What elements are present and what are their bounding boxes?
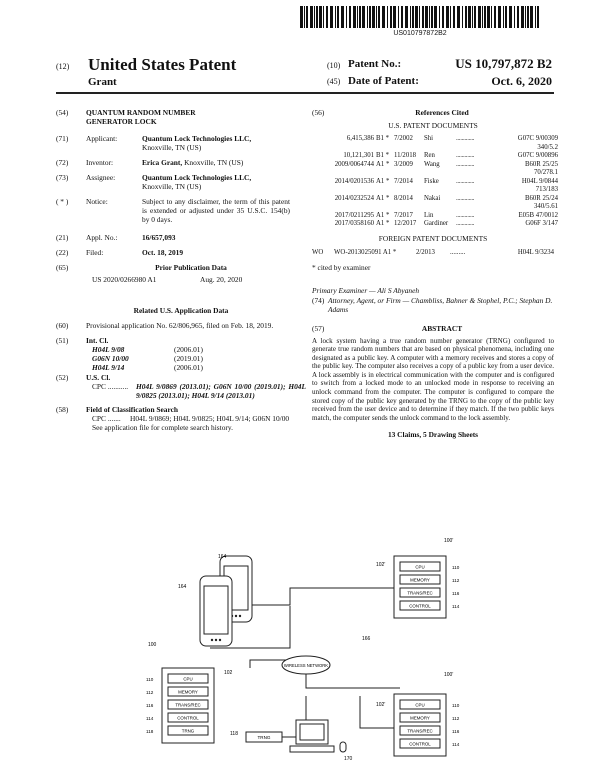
doc-number: 2009/0064744: [334, 160, 374, 168]
barcode-bar: [306, 6, 308, 28]
country-code: (12): [56, 62, 70, 71]
notice-text: Subject to any disclaimer, the term of this patent is extended or adjusted under 35 U.S.C. 154(b) by 0 days.: [142, 197, 290, 224]
attorney: Attorney, Agent, or Firm — Chambliss, Bahner & Stophel, P.C.; Stephan D. Adams: [328, 295, 553, 314]
barcode-bar: [300, 6, 303, 28]
int-cl-version: (2006.01): [174, 363, 203, 372]
barcode-bar: [517, 6, 519, 28]
provisional-code: (60): [56, 321, 69, 330]
barcode-bar: [509, 6, 512, 28]
us-doc-row: [312, 177, 558, 187]
component-ref: 116: [146, 703, 154, 708]
doc-date: 3/2009: [394, 160, 413, 168]
appl-number: 16/657,093: [142, 233, 176, 242]
us-doc-row: [312, 194, 558, 204]
doc-number: 6,415,386: [346, 135, 374, 142]
filed-code: (22): [56, 248, 69, 257]
component-ref: 114: [452, 742, 460, 747]
barcode-bar: [367, 6, 368, 28]
title-code: (54): [56, 108, 69, 117]
us-doc-subclass: [312, 203, 558, 212]
barcode-bar: [323, 6, 324, 28]
barcode-number: US010797872B2: [393, 30, 447, 37]
barcode-bar: [474, 6, 476, 28]
component-ref: 118: [146, 729, 154, 734]
doc-leader: .............: [456, 211, 475, 219]
barcode-bar: [431, 6, 433, 28]
barcode-bar: [446, 6, 449, 28]
int-cl-row: [92, 363, 306, 372]
foreign-heading: FOREIGN PATENT DOCUMENTS: [378, 233, 488, 243]
component-label: MEMORY: [410, 577, 430, 583]
abstract-text: A lock system having a true random number generator (TRNG) configured to generate true random numbers that are based on physical phenomena, including one designated as a public key. A computer with a memory receives and stores a copy of the public key. The computer also receives a copy of a public key from a user device. A lock assembly is in electrical communication with the computer and is configured to switch from a locked mode to an unlocked mode in response to receiving an unlock command from the computer. The computer is configured to compare the stored copy of the public key generated by the TRNG to the copy of the public key received from the user device and to determine if they match. If the two public keys match, the computer sends the unlock command to the lock assembly.: [312, 336, 554, 422]
barcode-bar: [310, 6, 313, 28]
us-doc-row: [312, 135, 558, 144]
wireless-network-cloud: [282, 656, 330, 674]
ref-102-top: 102': [376, 562, 386, 568]
trng-module: [246, 732, 296, 742]
barcode-bar: [487, 6, 490, 28]
us-cl-label: U.S. Cl.: [86, 373, 111, 382]
assignee-name: Quantum Lock Technologies LLC,: [142, 173, 252, 182]
barcode-bar: [359, 6, 361, 28]
barcode-bar: [357, 6, 358, 28]
us-cl-cpc-label: CPC ...........: [92, 382, 129, 391]
refs-heading: References Cited: [415, 108, 469, 117]
us-doc-row: [312, 160, 558, 170]
field-label: Field of Classification Search: [86, 405, 179, 414]
us-cl-code: (52): [56, 373, 69, 382]
component-ref: 110: [452, 703, 460, 708]
doc-subclass: 70/278.1: [534, 169, 558, 176]
doc-date: 12/2017: [394, 220, 417, 227]
inventor-location: Knoxville, TN (US): [184, 158, 244, 167]
claims-summary: 13 Claims, 5 Drawing Sheets: [387, 430, 479, 440]
component-ref: 112: [452, 716, 460, 721]
lock-assembly-left: [146, 668, 214, 743]
component-label: TRANS/REC: [407, 590, 433, 596]
barcode-bar: [419, 6, 420, 28]
barcode-bar: [525, 6, 526, 28]
representative-figure: [100, 528, 500, 772]
prior-code: (65): [56, 263, 69, 272]
foreign-number: WO-2013025091 A1 *: [334, 248, 397, 256]
inventor-surname: Grant: [88, 76, 117, 88]
us-cl-text: H04L 9/0869 (2013.01); G06N 10/00 (2019.01); H04L 9/0825 (2013.01); H04L 9/14 (2013.01): [136, 382, 306, 400]
int-cl-row: [92, 345, 306, 354]
lock-assembly-bottom: [394, 694, 460, 756]
lock-assembly-top: [394, 556, 460, 618]
computer-icon: [290, 720, 346, 752]
barcode-bar: [468, 6, 471, 28]
assignee-code: (73): [56, 173, 69, 182]
doc-name: Nakai: [424, 194, 441, 202]
component-label: TRANS/REC: [407, 728, 433, 734]
component-label: MEMORY: [410, 715, 430, 721]
component-ref: 112: [452, 578, 460, 583]
date-label: Date of Patent:: [348, 75, 419, 87]
assignee-label: Assignee:: [86, 173, 116, 182]
prior-pub: US 2020/0266980 A1: [92, 275, 157, 284]
component-ref: 112: [146, 690, 154, 695]
doc-leader: .............: [456, 194, 475, 202]
int-cl-class: H04L 9/14: [92, 363, 125, 372]
doc-leader: .............: [456, 135, 475, 142]
filed-label: Filed:: [86, 248, 104, 257]
invention-title: QUANTUM RANDOM NUMBER GENERATOR LOCK: [86, 108, 196, 126]
barcode-bar: [472, 6, 473, 28]
component-label: CONTROL: [177, 715, 199, 721]
barcode-bar: [412, 6, 414, 28]
ref-100-bottom: 100': [444, 672, 454, 678]
primary-examiner: Primary Examiner — Ali S Abyaneh: [312, 285, 420, 295]
barcode-bar: [390, 6, 392, 28]
barcode-bar: [439, 6, 440, 28]
component-ref: 110: [452, 565, 460, 570]
doc-name: Ren: [424, 152, 435, 159]
doc-class: B60R 25/25: [524, 160, 558, 168]
applicant-label: Applicant:: [86, 134, 118, 143]
barcode-bar: [378, 6, 380, 28]
inventor-name: Erica Grant,: [142, 158, 183, 167]
header-rule: [56, 92, 554, 94]
doc-number: 2014/0201536: [334, 177, 374, 185]
barcode-bar: [410, 6, 411, 28]
barcode-bar: [376, 6, 377, 28]
int-cl-version: (2019.01): [174, 354, 203, 363]
component-label: CPU: [415, 702, 425, 708]
foreign-docs-list: [312, 248, 554, 257]
barcode-bar: [484, 6, 486, 28]
barcode-bar: [401, 6, 403, 28]
barcode-bar: [346, 6, 347, 28]
doc-kind: B1 *: [376, 135, 390, 142]
barcode-bar: [491, 6, 492, 28]
barcode-bar: [393, 6, 396, 28]
barcode-bar: [462, 6, 463, 28]
attorney-code: (74): [312, 295, 325, 305]
us-doc-subclass: [312, 143, 558, 153]
barcode-bar: [450, 6, 451, 28]
barcode-bar: [362, 6, 365, 28]
barcode-bar: [353, 6, 356, 28]
doc-date: 11/2018: [394, 152, 417, 159]
inventor-label: Inventor:: [86, 158, 114, 167]
field-cpc-label: CPC .......: [92, 414, 121, 423]
prior-heading: Prior Publication Data: [155, 263, 227, 272]
doc-leader: .........: [450, 248, 466, 256]
foreign-office: WO: [312, 248, 324, 256]
barcode-bar: [398, 6, 399, 28]
int-cl-code: (51): [56, 336, 69, 345]
doc-class: G07C 9/00896: [517, 152, 558, 159]
component-label: CPU: [183, 676, 193, 682]
barcode-bar: [349, 6, 351, 28]
phone-device-front: [200, 576, 232, 646]
component-ref: 116: [452, 729, 460, 734]
barcode-bar: [341, 6, 344, 28]
barcode-bar: [434, 6, 437, 28]
doc-kind: A1 *: [376, 211, 390, 219]
us-docs-heading: U.S. PATENT DOCUMENTS: [388, 121, 478, 130]
int-cl-label: Int. Cl.: [86, 336, 109, 345]
foreign-date: 2/2013: [416, 248, 435, 256]
barcode-bar: [314, 6, 315, 28]
doc-class: G07C 9/00309: [517, 135, 558, 142]
doc-subclass: 340/5.61: [534, 203, 558, 210]
notice-label: Notice:: [86, 197, 108, 206]
doc-number: 2014/0232524: [334, 194, 374, 202]
related-heading: Related U.S. Application Data: [133, 306, 229, 315]
patent-date: Oct. 6, 2020: [491, 74, 552, 88]
component-ref: 114: [146, 716, 154, 721]
barcode-bar: [482, 6, 483, 28]
patent-no-label: Patent No.:: [348, 58, 402, 70]
notice-code: ( * ): [56, 197, 69, 206]
barcode-bar: [387, 6, 388, 28]
barcode-bar: [527, 6, 529, 28]
doc-name: Lin: [424, 211, 434, 219]
patent-number: US 10,797,872 B2: [455, 56, 552, 71]
barcode-bar: [514, 6, 515, 28]
doc-leader: .............: [456, 220, 475, 227]
doc-leader: .............: [456, 177, 475, 185]
doc-number: 10,121,301: [343, 152, 374, 159]
doc-name: Fiske: [424, 177, 439, 185]
int-cl-list: [56, 345, 306, 372]
barcode-bar: [453, 6, 455, 28]
applicant-code: (71): [56, 134, 69, 143]
inventor-code: (72): [56, 158, 69, 167]
doc-kind: A1 *: [376, 160, 390, 168]
us-doc-subclass: [312, 169, 558, 178]
doc-name: Wang: [424, 160, 440, 168]
barcode-bar: [465, 6, 467, 28]
component-label: TRANS/REC: [175, 702, 201, 708]
ref-170: 170: [344, 756, 353, 762]
doc-number: 2017/0358160: [334, 220, 374, 227]
doc-leader: .............: [456, 160, 475, 168]
barcode-bar: [382, 6, 385, 28]
field-text: H04L 9/0869; H04L 9/0825; H04L 9/14; G06N 10/00: [130, 414, 290, 423]
doc-class: H04L 9/0844: [521, 177, 558, 185]
ref-102: 102: [224, 670, 233, 676]
int-cl-class: G06N 10/00: [92, 354, 129, 363]
ref-102-bottom: 102': [376, 702, 386, 708]
left-column: [56, 108, 306, 432]
component-label: TRNG: [181, 728, 195, 734]
ref-100-top: 100': [444, 538, 454, 544]
barcode-bar: [505, 6, 507, 28]
barcode-bar: [535, 6, 536, 28]
ref-118: 118: [230, 731, 238, 737]
barcode-bar: [304, 6, 305, 28]
us-doc-row: [312, 220, 558, 229]
applicant-location: Knoxville, TN (US): [142, 143, 202, 152]
barcode-bar: [405, 6, 408, 28]
wireless-label: WIRELESS NETWORK: [283, 663, 329, 668]
us-doc-subclass: [312, 186, 558, 195]
component-label: CPU: [415, 564, 425, 570]
component-ref: 110: [146, 677, 154, 682]
doc-kind: A1 *: [376, 220, 390, 227]
doc-date: 7/2017: [394, 211, 413, 219]
barcode-bar: [503, 6, 504, 28]
barcode-bar: [319, 6, 322, 28]
cited-note: * cited by examiner: [312, 262, 371, 272]
barcode-bar: [369, 6, 371, 28]
barcode-bar: [429, 6, 430, 28]
barcode-bar: [337, 6, 339, 28]
doc-name: Gardiner: [424, 220, 449, 227]
barcode-bar: [326, 6, 328, 28]
doc-leader: .............: [456, 152, 475, 159]
doc-number: 2017/0211295: [334, 211, 374, 219]
field-code: (58): [56, 405, 69, 414]
barcode-bar: [494, 6, 496, 28]
doc-date: 7/2014: [394, 177, 413, 185]
barcode-bar: [478, 6, 481, 28]
component-label: CONTROL: [409, 741, 431, 747]
doc-kind: A1 *: [376, 177, 390, 185]
ref-164-back: 164: [218, 554, 227, 560]
component-label: MEMORY: [178, 689, 198, 695]
barcode-bar: [425, 6, 428, 28]
barcode-bar: [442, 6, 444, 28]
filed-date: Oct. 18, 2019: [142, 248, 184, 257]
abstract-heading: ABSTRACT: [421, 323, 463, 333]
doc-class: B60R 25/24: [524, 194, 558, 202]
right-column: [312, 108, 558, 440]
component-ref: 114: [452, 604, 460, 609]
int-cl-version: (2006.01): [174, 345, 203, 354]
patent-type-title: United States Patent: [88, 55, 237, 74]
ref-164-front: 164: [178, 584, 187, 590]
doc-date: 8/2014: [394, 194, 413, 202]
barcode-bar: [316, 6, 318, 28]
barcode-bar: [335, 6, 336, 28]
doc-subclass: 340/5.2: [537, 143, 558, 151]
prior-pub-date: Aug. 20, 2020: [200, 275, 243, 284]
foreign-doc-row: [312, 248, 554, 257]
doc-name: Shi: [424, 135, 434, 142]
barcode-bar: [372, 6, 375, 28]
provisional-text: Provisional application No. 62/806,965, filed on Feb. 18, 2019.: [86, 321, 274, 330]
doc-class: E05B 47/0012: [518, 211, 558, 219]
barcode-bar: [521, 6, 524, 28]
int-cl-row: [92, 354, 306, 363]
us-doc-row: [312, 152, 558, 161]
abstract-code: (57): [312, 323, 325, 333]
appl-label: Appl. No.:: [86, 233, 118, 242]
refs-code: (56): [312, 108, 325, 117]
ref-100: 100: [148, 642, 157, 648]
barcode-bar: [457, 6, 460, 28]
doc-class: G06F 3/147: [525, 220, 558, 227]
doc-date: 7/2002: [394, 135, 413, 142]
us-docs-list: [312, 135, 558, 229]
barcode-bar: [330, 6, 333, 28]
barcode-bar: [415, 6, 418, 28]
component-ref: 116: [452, 591, 460, 596]
ref-166: 166: [362, 636, 371, 642]
int-cl-class: H04L 9/08: [92, 345, 125, 354]
us-doc-row: [312, 211, 558, 221]
patent-no-code: (10): [327, 61, 341, 70]
barcode-bar: [537, 6, 539, 28]
foreign-class: H04L 9/3234: [517, 248, 554, 256]
date-code: (45): [327, 77, 341, 86]
assignee-location: Knoxville, TN (US): [142, 182, 202, 191]
doc-kind: A1 *: [376, 194, 390, 202]
barcode-bar: [530, 6, 533, 28]
field-note: See application file for complete search history.: [92, 423, 233, 432]
barcode-bar: [422, 6, 424, 28]
appl-code: (21): [56, 233, 69, 242]
trng-box-label: TRNG: [257, 735, 271, 740]
doc-kind: B1 *: [376, 152, 390, 159]
component-label: CONTROL: [409, 603, 431, 609]
applicant-name: Quantum Lock Technologies LLC,: [142, 134, 252, 143]
barcode-bar: [498, 6, 501, 28]
doc-subclass: 713/183: [535, 186, 558, 193]
